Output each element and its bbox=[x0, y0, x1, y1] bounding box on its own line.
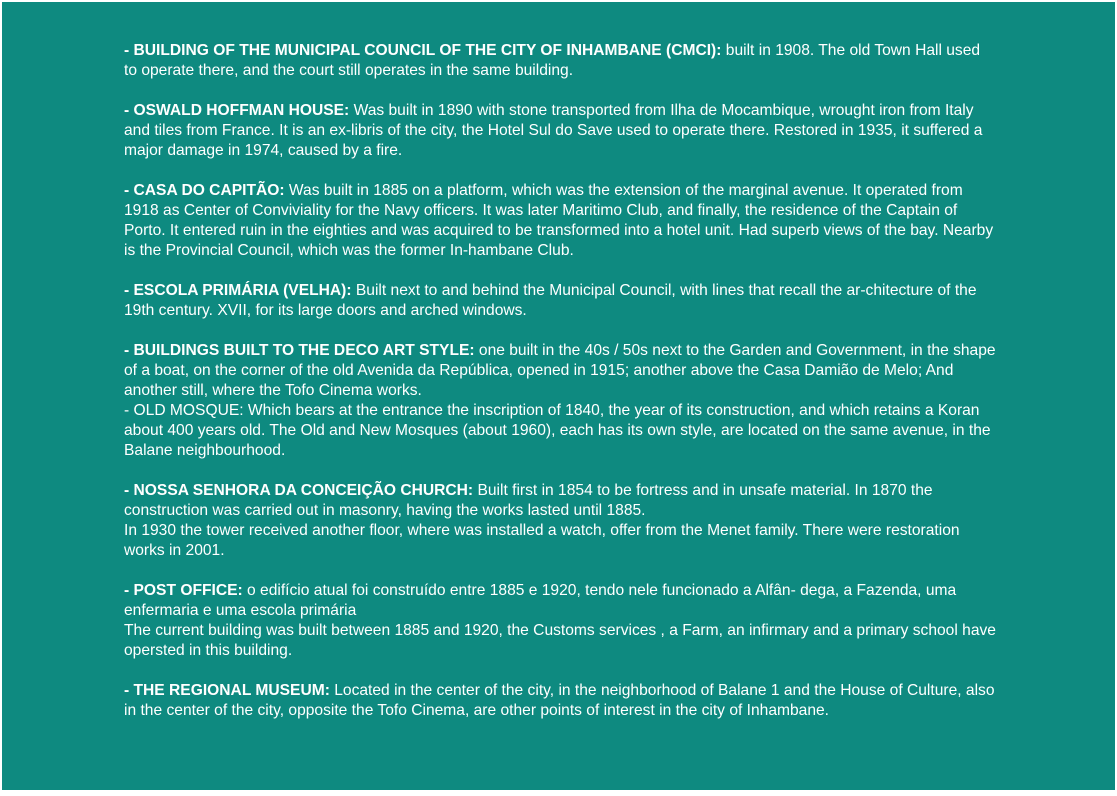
entry-text: built in 1908. The old Town Hall used to operate there, and the court still operates in the same building. bbox=[124, 42, 981, 79]
entry-casa-do-capitao bbox=[124, 181, 996, 261]
entry-post-office bbox=[124, 581, 996, 661]
entry-paragraph bbox=[124, 101, 996, 161]
entry-text: Built first in 1854 to be fortress and in unsafe material. In 1870 the construction was carried out in masonry, having the works lasted until 1885. bbox=[124, 482, 933, 519]
entry-text: - OLD MOSQUE: Which bears at the entrance the inscription of 1840, the year of its construction, and which retains a Koran about 400 years old. The Old and New Mosques (about 1960), each has its own style, are located on the same avenue, in the Balane neighbourhood. bbox=[124, 402, 991, 459]
entry-paragraph bbox=[124, 41, 996, 81]
entry-heading: - OSWALD HOFFMAN HOUSE: bbox=[124, 102, 350, 119]
entry-text: Was built in 1890 with stone transported from Ilha de Mocambique, wrought iron from Italy and tiles from France. It is an ex-libris of the city, the Hotel Sul do Save used to operate there. Restored in 1935, it suffered a major damage in 1974, caused by a fire. bbox=[124, 102, 983, 159]
entry-oswald-hoffman-house bbox=[124, 101, 996, 161]
entry-municipal-council bbox=[124, 41, 996, 81]
entry-heading: - CASA DO CAPITÃO: bbox=[124, 182, 285, 199]
entry-heading: - THE REGIONAL MUSEUM: bbox=[124, 682, 330, 699]
entry-deco-art-buildings bbox=[124, 341, 996, 401]
entry-heading: - BUILDINGS BUILT TO THE DECO ART STYLE: bbox=[124, 342, 475, 359]
entry-text: Located in the center of the city, in the neighborhood of Balane 1 and the House of Culture, also in the center of the city, opposite the Tofo Cinema, are other points of interest in the city of Inhambane. bbox=[124, 682, 995, 719]
entry-paragraph-continued: In 1930 the tower received another floor, where was installed a watch, offer from the Menet family. There were restoration works in 2001. bbox=[124, 522, 960, 559]
entry-paragraph bbox=[124, 341, 996, 401]
entry-heading: - NOSSA SENHORA DA CONCEIÇÃO CHURCH: bbox=[124, 482, 474, 499]
entry-paragraph bbox=[124, 481, 996, 521]
entry-paragraph bbox=[124, 681, 996, 721]
entry-paragraph-continued: The current building was built between 1885 and 1920, the Customs services , a Farm, an infirmary and a primary school have opersted in this building. bbox=[124, 622, 996, 659]
entry-regional-museum bbox=[124, 681, 996, 721]
entry-escola-primaria bbox=[124, 281, 996, 321]
entry-conceicao-church bbox=[124, 481, 996, 561]
entry-text: one built in the 40s / 50s next to the Garden and Government, in the shape of a boat, on the corner of the old Avenida da República, opened in 1915; another above the Casa Damião de Melo; And another still, where the Tofo Cinema works. bbox=[124, 342, 996, 399]
entry-paragraph bbox=[124, 581, 996, 621]
entry-paragraph bbox=[124, 401, 996, 461]
entry-paragraph bbox=[124, 181, 996, 261]
entry-paragraph bbox=[124, 281, 996, 321]
entry-text: Built next to and behind the Municipal Council, with lines that recall the ar-chitecture of the 19th century. XVII, for its large doors and arched windows. bbox=[124, 282, 977, 319]
document-body bbox=[124, 41, 996, 721]
entry-text: o edifício atual foi construído entre 1885 e 1920, tendo nele funcionado a Alfân- dega, a Fazenda, uma enfermaria e uma escola primária bbox=[124, 582, 957, 619]
entry-heading: - POST OFFICE: bbox=[124, 582, 243, 599]
entry-heading: - ESCOLA PRIMÁRIA (VELHA): bbox=[124, 282, 352, 299]
entry-old-mosque bbox=[124, 401, 996, 461]
entry-heading: - BUILDING OF THE MUNICIPAL COUNCIL OF THE CITY OF INHAMBANE (CMCI): bbox=[124, 42, 722, 59]
entry-text: Was built in 1885 on a platform, which was the extension of the marginal avenue. It operated from 1918 as Center of Conviviality for the Navy officers. It was later Maritimo Club, and finally, the residence of the Captain of Porto. It entered ruin in the eighties and was acquired to be transformed into a hotel unit. Had superb views of the bay. Nearby is the Provincial Council, which was the former In-hambane Club. bbox=[124, 182, 994, 259]
document-page bbox=[2, 2, 1115, 790]
